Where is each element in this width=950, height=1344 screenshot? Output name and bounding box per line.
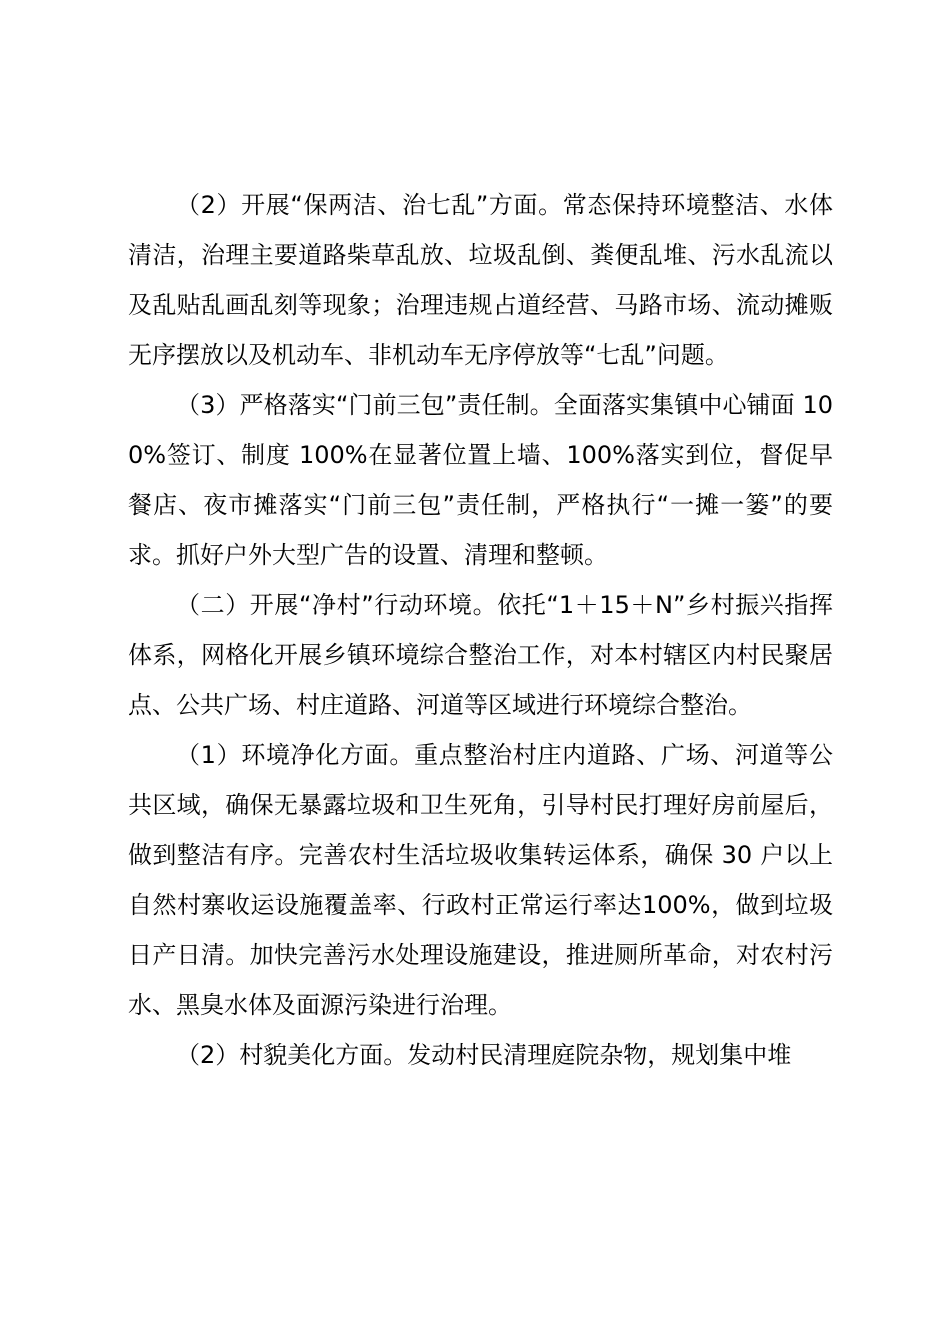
paragraph-clean-village: （二）开展“净村”行动环境。依托“1＋15＋N”乡村振兴指挥体系，网格化开展乡镇环境综合整治工作，对本村辖区内村民聚居点、公共广场、村庄道路、河道等区域进行环境综合整治。 — [128, 591, 833, 719]
paragraph-village-beautification: （2）村貌美化方面。发动村民清理庭院杂物，规划集中堆 — [176, 1041, 792, 1069]
paragraph-three-guarantees: （3）严格落实“门前三包”责任制。全面落实集镇中心铺面 100%签订、制度 100%在显著位置上墙、100%落实到位，督促早餐店、夜市摊落实“门前三包”责任制，严格执行“一摊一篓”的要求。抓好户外大型广告的设置、清理和整顿。 — [128, 391, 833, 569]
paragraph-seven-disorders: （2）开展“保两洁、治七乱”方面。常态保持环境整洁、水体清洁，治理主要道路柴草乱放、垃圾乱倒、粪便乱堆、污水乱流以及乱贴乱画乱刻等现象；治理违规占道经营、马路市场、流动摊贩无序摆放以及机动车、非机动车无序停放等“七乱”问题。 — [128, 191, 833, 369]
paragraph-environment-purification: （1）环境净化方面。重点整治村庄内道路、广场、河道等公共区域，确保无暴露垃圾和卫生死角，引导村民打理好房前屋后，做到整洁有序。完善农村生活垃圾收集转运体系，确保 30 户以上自然村寨收运设施覆盖率、行政村正常运行率达100%，做到垃圾日产日清。加快完善污水处理设施建设，推进厕所革命，对农村污水、黑臭水体及面源污染进行治理。 — [128, 741, 833, 1019]
document-body — [128, 180, 833, 1080]
